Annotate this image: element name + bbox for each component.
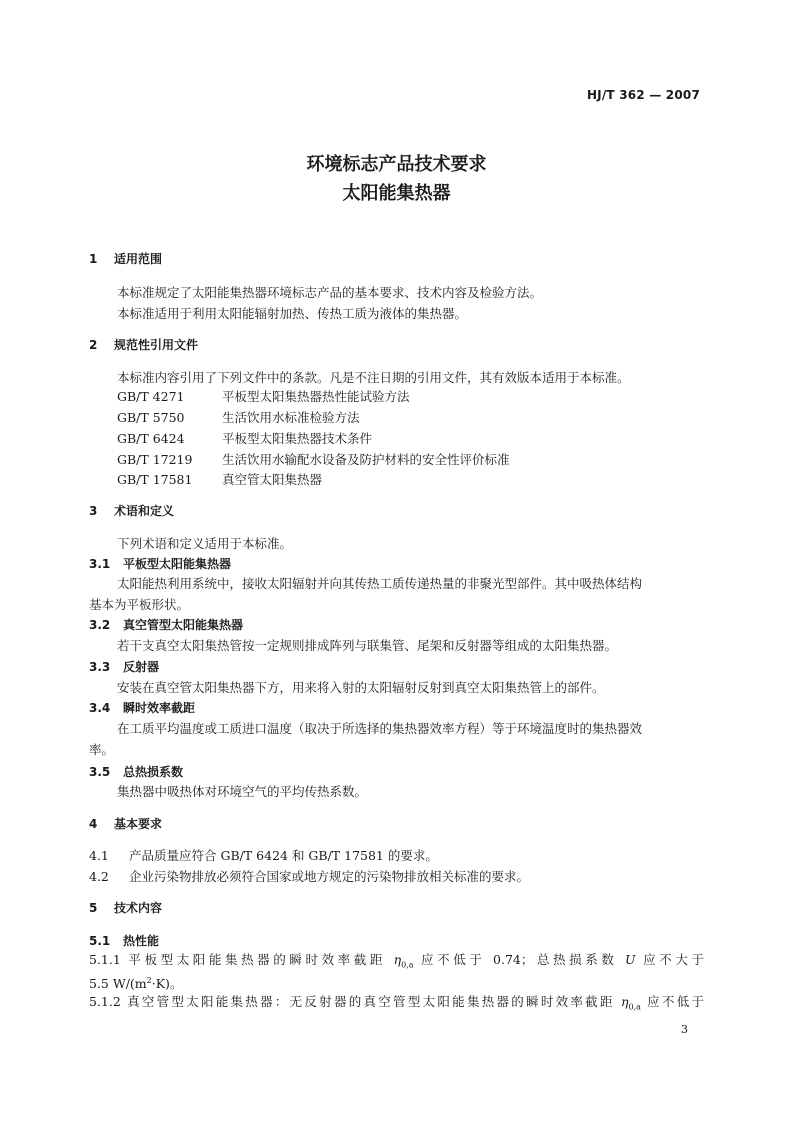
s2-intro: 本标准内容引用了下列文件中的条款。凡是不注日期的引用文件，其有效版本适用于本标准。 (117, 370, 630, 385)
term-name: 反射器 (123, 660, 160, 674)
clause-5-1-1-line2: 5.5 $W/(m^2\cdot K)$。 (89, 976, 183, 992)
ref-title: 平板型太阳集热器技术条件 (222, 431, 373, 446)
s1-para1: 本标准规定了太阳能集热器环境标志产品的基本要求、技术内容及检验方法。 (117, 285, 543, 300)
section-number: 3 (89, 504, 98, 518)
section-title: 术语和定义 (114, 504, 175, 518)
clause-5-1-1-line1 (89, 952, 704, 974)
section-number: 2 (89, 338, 98, 352)
s1-para2: 本标准适用于利用太阳能辐射加热、传热工质为液体的集热器。 (117, 306, 468, 321)
section-2-heading (89, 337, 198, 353)
clause-number: 3.1 (89, 557, 111, 571)
clause-number: 5.1 (89, 934, 111, 948)
term-3-1-heading (89, 556, 231, 572)
ref-code: GB/T 17219 (117, 452, 193, 467)
ref-code: GB/T 5750 (117, 410, 185, 425)
clause-number: 4.2 (89, 869, 109, 884)
clause-text: 应不低于 0.74；总热损系数 (421, 952, 618, 967)
section-4-heading (89, 816, 162, 832)
clause-4-1 (89, 848, 438, 864)
eta-symbol: $\eta_{0,a}$ (393, 952, 414, 970)
section-title: 技术内容 (114, 901, 163, 915)
ref-title: 生活饮用水输配水设备及防护材料的安全性评价标准 (222, 452, 510, 467)
doc-title-line2: 太阳能集热器 (342, 183, 451, 204)
clause-number: 3.5 (89, 765, 111, 779)
term-3-2-line1: 若干支真空太阳集热管按一定规则排成阵列与联集管、尾架和反射器等组成的太阳集热器。 (117, 638, 618, 653)
clause-number: 5.1.1 (89, 952, 121, 967)
ref-code: GB/T 17581 (117, 472, 193, 487)
clause-number: 4.1 (89, 848, 109, 863)
section-3-heading (89, 503, 174, 519)
standard-code: HJ/T 362 — 2007 (586, 88, 700, 102)
clause-number: 5.1.2 (89, 994, 121, 1009)
term-3-4-heading (89, 700, 195, 716)
clause-number: 3.4 (89, 701, 111, 715)
clause-text: 应不低于 (647, 994, 704, 1009)
section-title: 规范性引用文件 (114, 338, 199, 352)
clause-text: 平板型太阳能集热器的瞬时效率截距 (128, 952, 386, 967)
clause-number: 3.2 (89, 618, 111, 632)
term-3-3-line1: 安装在真空管太阳集热器下方，用来将入射的太阳辐射反射到真空太阳集热管上的部件。 (117, 680, 605, 695)
term-3-4-line2: 率。 (89, 742, 115, 757)
section-number: 1 (89, 252, 98, 266)
section-title: 基本要求 (114, 817, 163, 831)
term-3-1-line2: 基本为平板形状。 (89, 597, 190, 612)
section-number: 4 (89, 817, 98, 831)
section-1-heading (89, 251, 162, 267)
term-3-5-heading (89, 764, 183, 780)
term-name: 瞬时效率截距 (123, 701, 196, 715)
section-5-heading (89, 900, 162, 916)
term-3-1-line1: 太阳能热利用系统中，接收太阳辐射并向其传热工质传递热量的非聚光型部件。其中吸热体结构 (117, 576, 643, 591)
term-name: 平板型太阳能集热器 (123, 557, 232, 571)
subsection-5-1-heading (89, 933, 159, 949)
s3-intro: 下列术语和定义适用于本标准。 (117, 536, 293, 551)
clause-5-1-2-line1 (89, 994, 704, 1016)
u-symbol: U (625, 952, 636, 967)
ref-code: GB/T 4271 (117, 389, 185, 404)
term-name: 真空管型太阳能集热器 (123, 618, 244, 632)
ref-title: 生活饮用水标准检验方法 (222, 410, 360, 425)
ref-title: 真空管太阳集热器 (222, 472, 323, 487)
clause-4-2 (89, 869, 529, 885)
ref-title: 平板型太阳集热器热性能试验方法 (222, 389, 410, 404)
term-3-3-heading (89, 659, 159, 675)
page-number: 3 (681, 1023, 688, 1036)
doc-title-line1: 环境标志产品技术要求 (306, 154, 487, 175)
clause-text: 产品质量应符合 GB/T 6424 和 GB/T 17581 的要求。 (129, 848, 438, 863)
term-3-4-line1: 在工质平均温度或工质进口温度（取决于所选择的集热器效率方程）等于环境温度时的集热器效 (117, 721, 643, 736)
term-3-5-line1: 集热器中吸热体对环境空气的平均传热系数。 (117, 784, 368, 799)
ref-code: GB/T 6424 (117, 431, 185, 446)
term-3-2-heading (89, 617, 243, 633)
subsection-title: 热性能 (123, 934, 160, 948)
clause-number: 3.3 (89, 660, 111, 674)
clause-text: 应不大于 (643, 952, 704, 967)
section-title: 适用范围 (114, 252, 163, 266)
clause-text: 企业污染物排放必须符合国家或地方规定的污染物排放相关标准的要求。 (129, 869, 530, 884)
term-name: 总热损系数 (123, 765, 184, 779)
clause-text: 真空管型太阳能集热器：无反射器的真空管型太阳能集热器的瞬时效率截距 (127, 994, 615, 1009)
section-number: 5 (89, 901, 98, 915)
eta-symbol: $\eta_{0,a}$ (620, 994, 641, 1012)
